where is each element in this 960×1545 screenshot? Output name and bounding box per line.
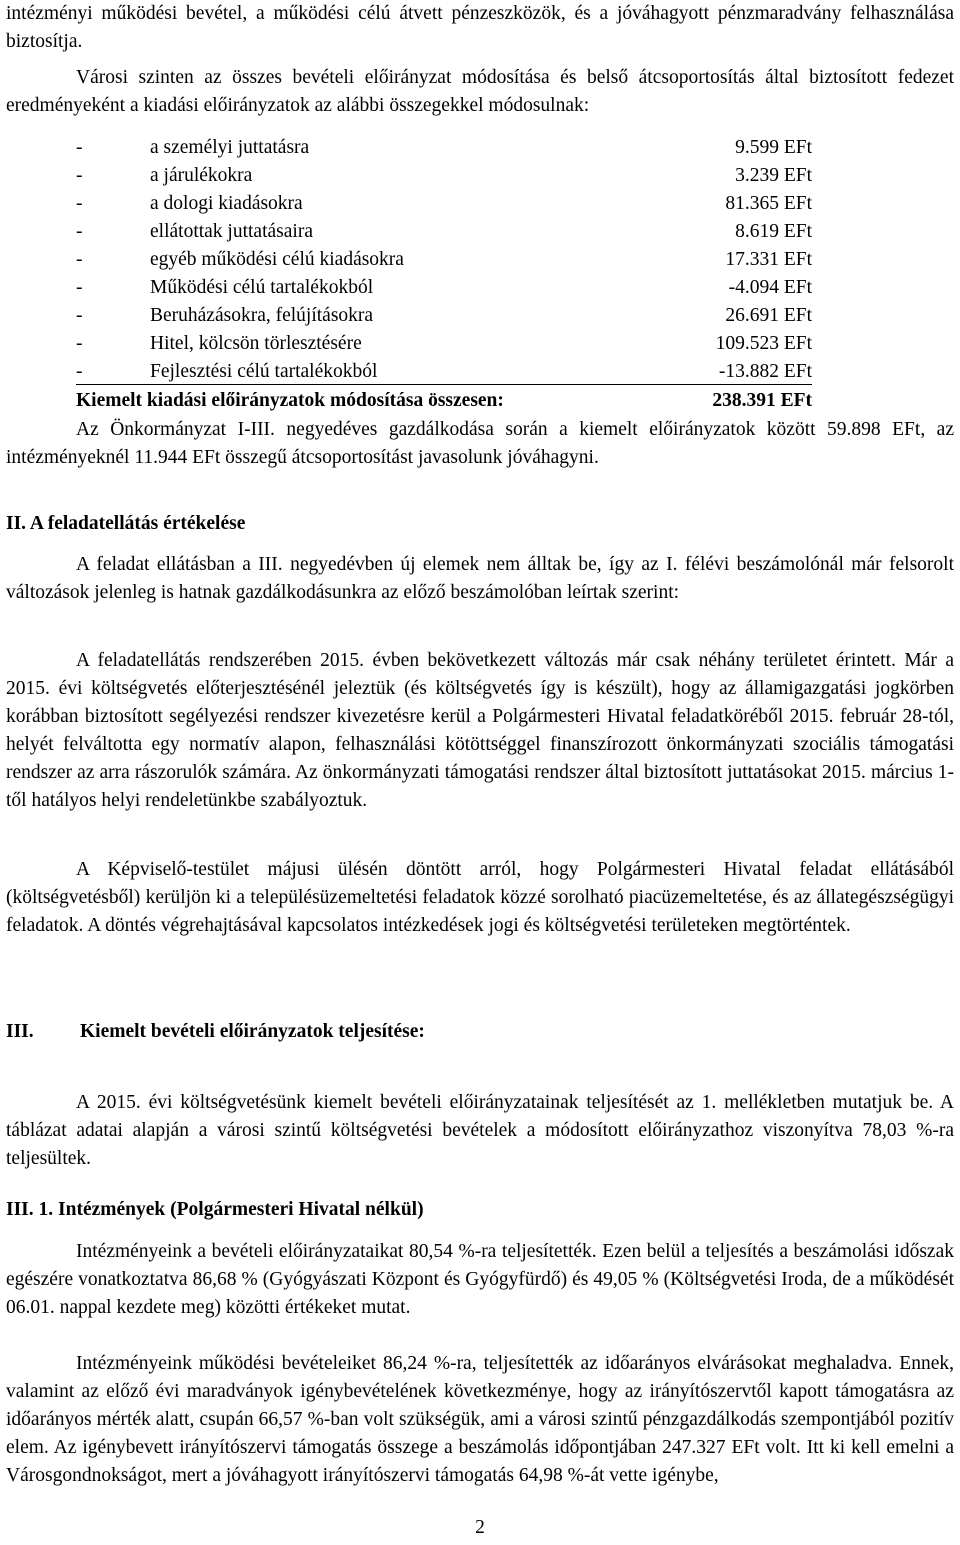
list-item [76,218,812,246]
total-label: Kiemelt kiadási előirányzatok módosítása összesen: [76,390,504,411]
list-dash: - [76,137,83,158]
list-dash: - [76,305,83,326]
total-amount: 238.391 EFt [712,390,812,411]
expenditure-modification-list [76,134,812,415]
item-label: a személyi juttatásra [150,137,310,158]
heading-number: III. [6,1021,34,1042]
list-item [76,190,812,218]
paragraph-task-changes: A feladat ellátásban a III. negyedévben új elemek nem álltak be, így az I. félévi beszámolónál már felsorolt változások jelenleg is hatnak gazdálkodásunkra az előző beszámolóban leírtak szerint: [6,554,954,603]
item-amount: -13.882 EFt [718,361,812,382]
paragraph-task-system: A feladatellátás rendszerében 2015. évben bekövetkezett változás már csak néhány területet érintett. Már a 2015. évi költségvetés előterjesztésénél jeleztük (és költségvetés így is készült), hogy az államigazgatási jogkörben korábban biztosított segélyezési rendszer kivezetésre kerül a Polgármesteri Hivatal feladatköréből 2015. február 28-tól, helyét felváltotta egy normatív alapon, felhasználási kötöttséggel finanszírozott önkormányzati szociális támogatási rendszer az arra rászorulók számára. Az önkormányzati támogatási rendszer által biztosított juttatásokat 2015. március 1-től hatályos helyi rendeletünkbe szabályoztuk. [6,650,954,811]
list-dash: - [76,193,83,214]
item-amount: 26.691 EFt [725,305,812,326]
list-item [76,274,812,302]
item-label: a járulékokra [150,165,253,186]
paragraph-regrouping: Az Önkormányzat I-III. negyedéves gazdálkodása során a kiemelt előirányzatok között 59.898 EFt, az intézményeknél 11.944 EFt összegű átcsoportosítást javasolunk jóváhagyni. [6,419,954,468]
page-number: 2 [475,1517,485,1538]
item-amount: 8.619 EFt [735,221,812,242]
paragraph-institutions-revenue: Intézményeink a bevételi előirányzataikat 80,54 %-ra teljesítették. Ezen belül a teljesítés a beszámolási időszak egészére vonatkoztatva 86,68 % (Gyógyászati Központ és Gyógyfürdő) és 49,05 % (Költségvetési Iroda, de a működését 06.01. nappal kezdete meg) közötti értékeket mutat. [6,1241,954,1318]
list-dash: - [76,221,83,242]
list-dash: - [76,249,83,270]
list-dash: - [76,277,83,298]
item-amount: 81.365 EFt [725,193,812,214]
item-label: Beruházásokra, felújításokra [150,305,374,326]
item-label: Hitel, kölcsön törlesztésére [150,333,362,354]
item-amount: 109.523 EFt [715,333,812,354]
list-total-row [76,387,812,415]
paragraph-intro-continued: intézményi működési bevétel, a működési célú átvett pénzeszközök, és a jóváhagyott pénzmaradvány felhasználása biztosítja. [6,3,954,52]
heading-section-3 [6,1018,425,1046]
heading-section-2: II. A feladatellátás értékelése [6,513,246,534]
list-item [76,162,812,190]
list-dash: - [76,165,83,186]
item-label: ellátottak juttatásaira [150,221,313,242]
list-item [76,246,812,274]
list-item [76,302,812,330]
paragraph-council-decision: A Képviselő-testület májusi ülésén döntött arról, hogy Polgármesteri Hivatal feladat ellátásából (költségvetésből) kerüljön ki a településüzemeltetési feladatok közzé sorolható piacüzemeltetése, és az állategészségügyi feladatok. A döntés végrehajtásával kapcsolatos intézkedések jogi és költségvetési területeken megtörténtek. [6,859,954,936]
heading-text: Kiemelt bevételi előirányzatok teljesítése: [80,1021,425,1042]
paragraph-operating-revenue: Intézményeink működési bevételeiket 86,24 %-ra, teljesítették az időarányos elvárásokat meghaladva. Ennek, valamint az előző évi maradványok igénybevételének következménye, hogy az irányítószervtől kapott támogatásra az időarányos mérték alatt, csupán 66,57 %-ban volt szükségük, ami a városi szintű pénzgazdálkodás szempontjából pozitív elem. Az igénybevett irányítószervi támogatás összege a beszámolás időpontjában 247.327 EFt volt. Itt ki kell emelni a Városgondnokságot, mert a jóváhagyott irányítószervi támogatás 64,98 %-át vette igénybe, [6,1353,954,1486]
item-label: Működési célú tartalékokból [150,277,374,298]
list-item [76,330,812,358]
item-label: egyéb működési célú kiadásokra [150,249,404,270]
item-label: a dologi kiadásokra [150,193,303,214]
heading-section-3-1: III. 1. Intézmények (Polgármesteri Hivatal nélkül) [6,1199,424,1220]
list-dash: - [76,361,83,382]
paragraph-revenue-performance: A 2015. évi költségvetésünk kiemelt bevételi előirányzatainak teljesítését az 1. mellékletben mutatjuk be. A táblázat adatai alapján a városi szintű költségvetési bevételek a módosított előirányzathoz viszonyítva 78,03 %-ra teljesültek. [6,1092,954,1169]
item-amount: -4.094 EFt [728,277,812,298]
list-item-underlined [76,358,812,385]
item-amount: 17.331 EFt [725,249,812,270]
item-amount: 9.599 EFt [735,137,812,158]
paragraph-modifications-intro: Városi szinten az összes bevételi előirányzat módosítása és belső átcsoportosítás által biztosított fedezet eredményeként a kiadási előirányzatok az alábbi összegekkel módosulnak: [6,67,954,116]
item-amount: 3.239 EFt [735,165,812,186]
list-item [76,134,812,162]
list-dash: - [76,333,83,354]
item-label: Fejlesztési célú tartalékokból [150,361,378,382]
